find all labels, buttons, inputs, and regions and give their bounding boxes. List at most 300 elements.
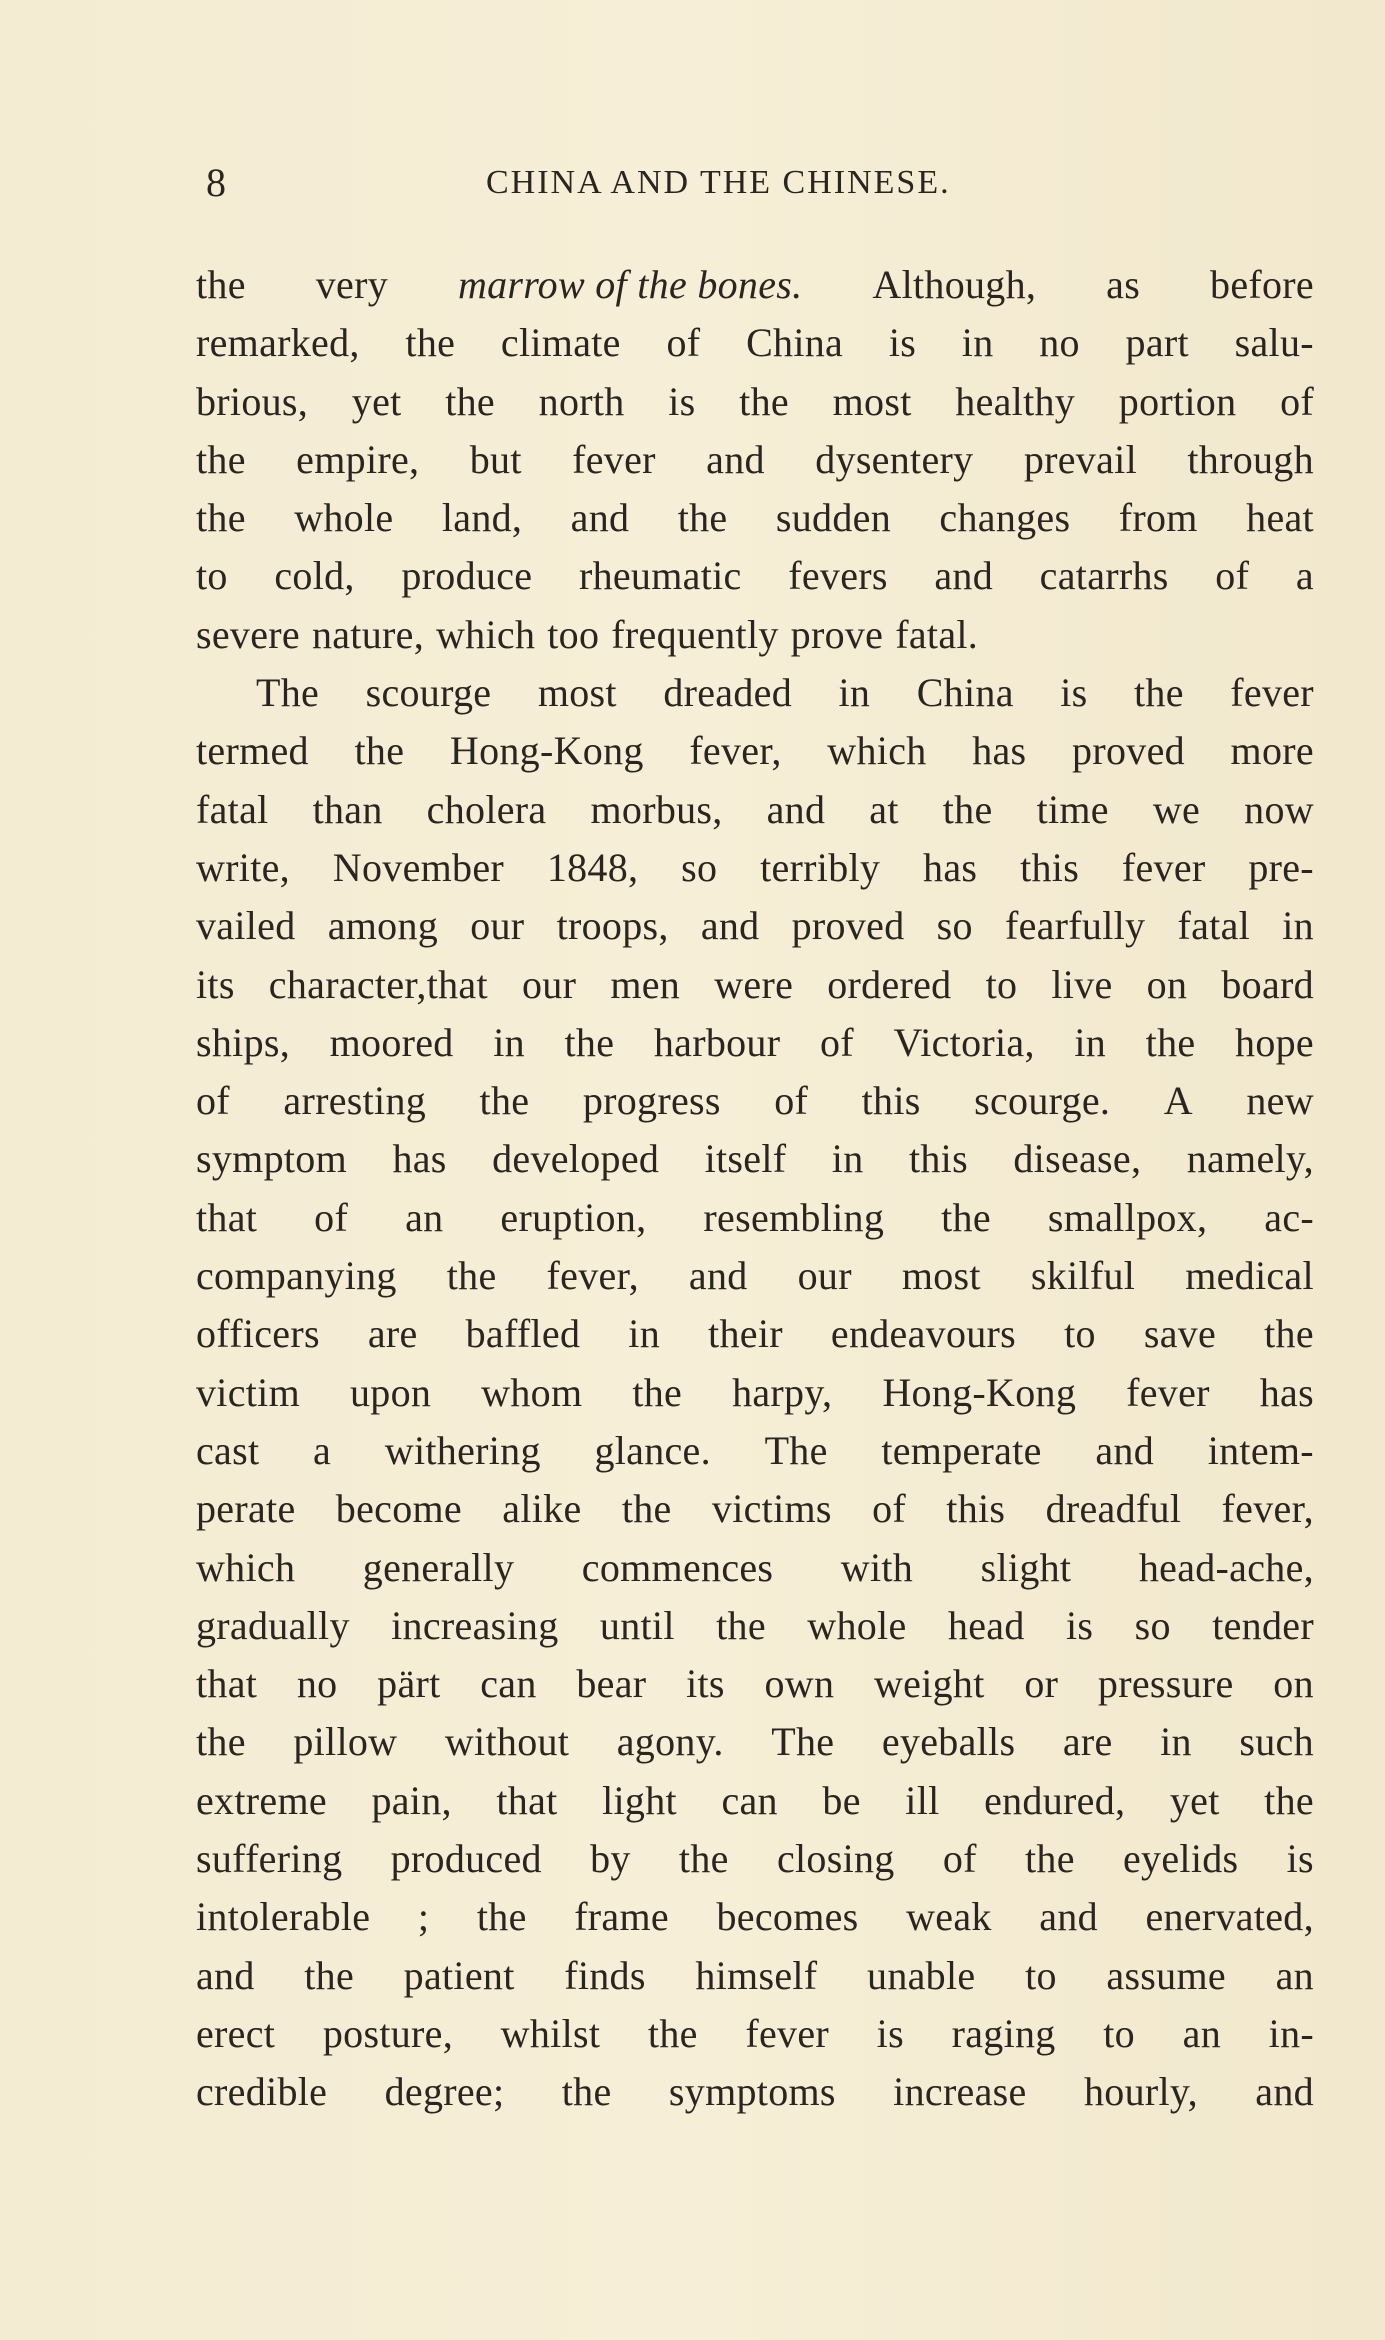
word: but	[469, 436, 522, 482]
word: is	[1060, 670, 1088, 716]
word: whilst	[500, 2010, 601, 2056]
word: ;	[417, 1894, 430, 1940]
word: this	[908, 1136, 968, 1182]
word: whole	[294, 495, 394, 541]
word: baffled	[465, 1311, 581, 1357]
word: is	[888, 320, 917, 366]
word: which	[196, 1544, 296, 1590]
word: the	[561, 2069, 612, 2115]
word: heat	[1246, 495, 1314, 541]
word: write,	[196, 844, 290, 890]
word: degree;	[384, 2069, 505, 2115]
word: to	[1103, 2010, 1135, 2056]
word: an	[405, 1194, 444, 1240]
word: the	[716, 1602, 766, 1648]
word: whole	[807, 1602, 907, 1648]
text-line	[196, 373, 1314, 431]
word: fever	[1121, 844, 1206, 890]
word: in	[961, 320, 994, 366]
body-text	[196, 256, 1314, 2122]
word: fatal	[1177, 903, 1251, 949]
text-line	[196, 722, 1314, 780]
word: healthy	[955, 378, 1076, 424]
word: are	[1062, 1719, 1113, 1765]
word: tender	[1212, 1602, 1314, 1648]
word: to	[1025, 1952, 1057, 1998]
word: most	[832, 378, 912, 424]
word: too	[547, 611, 600, 657]
word: is	[876, 2010, 904, 2056]
word: medical	[1185, 1253, 1314, 1299]
word: until	[599, 1602, 675, 1648]
word: pain,	[371, 1777, 452, 1823]
word: an	[1182, 2010, 1221, 2056]
word: to	[985, 961, 1018, 1007]
word: the	[621, 1486, 672, 1532]
word: cast	[196, 1427, 260, 1473]
word: of	[1280, 378, 1314, 424]
word: cholera	[426, 786, 547, 832]
word: most	[537, 670, 617, 716]
word: dreadful	[1045, 1486, 1182, 1532]
word: the	[564, 1019, 615, 1065]
word: himself	[695, 1952, 818, 1998]
word: of	[872, 1486, 906, 1532]
word: so	[1134, 1602, 1171, 1648]
word: The	[256, 670, 320, 716]
word: brious,	[196, 378, 309, 424]
word: that	[196, 1661, 258, 1707]
text-line	[196, 897, 1314, 955]
word: save	[1143, 1311, 1217, 1357]
word: eyeballs	[881, 1719, 1016, 1765]
word: is	[1066, 1602, 1094, 1648]
word: termed	[196, 728, 309, 774]
word: pressure	[1097, 1661, 1234, 1707]
text-line	[196, 1305, 1314, 1363]
word: catarrhs	[1039, 553, 1169, 599]
word: the	[632, 1369, 683, 1415]
word: changes	[939, 495, 1071, 541]
text-line	[196, 1713, 1314, 1771]
word: the	[1024, 1836, 1075, 1882]
word: finds	[564, 1952, 646, 1998]
text-line	[196, 1422, 1314, 1480]
word: the	[941, 1194, 991, 1240]
text-line	[196, 1947, 1314, 2005]
word: severe	[196, 611, 300, 657]
text-line	[196, 1189, 1314, 1247]
word: without	[444, 1719, 570, 1765]
word: can	[721, 1777, 778, 1823]
word: in	[1160, 1719, 1192, 1765]
word: and	[688, 1253, 748, 1299]
text-line	[196, 1539, 1314, 1597]
word: companying	[196, 1253, 397, 1299]
text-line	[196, 1830, 1314, 1888]
word: most	[901, 1253, 981, 1299]
word: fever	[745, 2010, 830, 2056]
word: such	[1239, 1719, 1314, 1765]
word: yet	[1169, 1777, 1220, 1823]
word: were	[714, 961, 794, 1007]
word: dreaded	[663, 670, 793, 716]
word: The	[771, 1719, 835, 1765]
word: so	[681, 844, 718, 890]
word: weight	[873, 1661, 985, 1707]
word: head-ache,	[1138, 1544, 1314, 1590]
word: terribly	[760, 844, 881, 890]
word: their	[708, 1311, 783, 1357]
word: the	[1264, 1311, 1314, 1357]
word: than	[312, 786, 383, 832]
word: Hong-Kong	[882, 1369, 1077, 1415]
word: the	[1264, 1777, 1314, 1823]
word: agony.	[616, 1719, 724, 1765]
word: of	[774, 1078, 809, 1124]
word: A	[1163, 1078, 1193, 1124]
page-number: 8	[206, 160, 226, 205]
word: our	[522, 961, 577, 1007]
word: has	[923, 844, 978, 890]
word: 1848,	[546, 844, 639, 890]
word: arresting	[283, 1078, 427, 1124]
word: weak	[906, 1894, 992, 1940]
word: own	[764, 1661, 835, 1707]
text-line	[196, 489, 1314, 547]
word: on	[1146, 961, 1188, 1007]
word: north	[538, 378, 625, 424]
word: light	[602, 1777, 677, 1823]
word: endeavours	[830, 1311, 1017, 1357]
italic-phrase: marrow of the bones.	[457, 262, 803, 307]
word: no	[1039, 320, 1080, 366]
running-head: CHINA AND THE CHINESE.	[486, 164, 951, 201]
word: itself	[704, 1136, 787, 1182]
text-line	[196, 1888, 1314, 1946]
word: has	[1259, 1369, 1314, 1415]
word: men	[610, 961, 681, 1007]
word: Victoria,	[893, 1019, 1035, 1065]
word: of	[666, 320, 701, 366]
word: of	[1215, 553, 1250, 599]
word: and	[766, 786, 826, 832]
word: progress	[582, 1078, 721, 1124]
word: namely,	[1186, 1136, 1314, 1182]
text-line	[196, 547, 1314, 605]
text-line	[196, 314, 1314, 372]
word: intem-	[1207, 1427, 1314, 1473]
word: temperate	[881, 1427, 1042, 1473]
word: the	[196, 436, 246, 482]
word: harpy,	[732, 1369, 833, 1415]
word: character,that	[268, 961, 488, 1007]
word: enervated,	[1145, 1894, 1314, 1940]
word: disease,	[1013, 1136, 1142, 1182]
word: its	[196, 961, 235, 1007]
text-line	[196, 2063, 1314, 2121]
word: victim	[196, 1369, 301, 1415]
word: and	[1255, 2069, 1314, 2115]
word: frame	[574, 1894, 669, 1940]
word: closing	[776, 1836, 895, 1882]
word: The	[764, 1427, 828, 1473]
word: ac-	[1264, 1194, 1314, 1240]
word: nature,	[311, 611, 424, 657]
word: can	[480, 1661, 537, 1707]
word: portion	[1118, 378, 1237, 424]
word: vailed	[196, 903, 296, 949]
word: and	[706, 436, 765, 482]
word: prove	[790, 611, 884, 657]
word: slight	[980, 1544, 1072, 1590]
word: generally	[362, 1544, 515, 1590]
word: part	[1125, 320, 1189, 366]
word: the	[647, 2010, 698, 2056]
word: of	[314, 1194, 349, 1240]
word: time	[1036, 786, 1109, 832]
word: fever	[572, 436, 656, 482]
word: in-	[1268, 2010, 1314, 2056]
word: rheumatic	[578, 553, 742, 599]
word: fatal	[196, 786, 269, 832]
word: fever,	[546, 1253, 639, 1299]
word: morbus,	[590, 786, 723, 832]
word: in	[831, 1136, 864, 1182]
word: erect	[196, 2010, 276, 2056]
word: fever,	[689, 728, 782, 774]
word: now	[1244, 786, 1314, 832]
word: raging	[951, 2010, 1056, 2056]
word: by	[590, 1836, 631, 1882]
word: produced	[390, 1836, 542, 1882]
word: before	[1210, 262, 1314, 307]
text-line	[196, 606, 1314, 664]
text-line	[196, 431, 1314, 489]
word: is	[668, 378, 696, 424]
word: has	[392, 1136, 447, 1182]
text-line	[196, 256, 1314, 314]
word: fevers	[788, 553, 888, 599]
word: troops,	[556, 903, 669, 949]
text-line	[196, 664, 1314, 722]
word: the	[476, 1894, 527, 1940]
word: posture,	[322, 2010, 454, 2056]
word: is	[1286, 1836, 1314, 1882]
text-line	[196, 839, 1314, 897]
word: and	[196, 1952, 255, 1998]
text-line	[196, 1364, 1314, 1422]
word: this	[946, 1486, 1006, 1532]
text-line	[196, 1014, 1314, 1072]
word: head	[947, 1602, 1025, 1648]
word: skilful	[1030, 1253, 1136, 1299]
word: the	[1145, 1019, 1196, 1065]
word: ill	[905, 1777, 940, 1823]
word: unable	[867, 1952, 976, 1998]
word: of	[819, 1019, 854, 1065]
word: increasing	[391, 1602, 559, 1648]
word: produce	[401, 553, 533, 599]
word: frequently	[611, 611, 779, 657]
word: to	[196, 553, 228, 599]
word: alike	[502, 1486, 582, 1532]
word: ordered	[827, 961, 952, 1007]
word: to	[1064, 1311, 1096, 1357]
word: salu-	[1234, 320, 1314, 366]
word: fever,	[1221, 1486, 1314, 1532]
word: the	[479, 1078, 530, 1124]
word: has	[972, 728, 1027, 774]
word: which	[827, 728, 927, 774]
text-line	[196, 2005, 1314, 2063]
word: glance.	[594, 1427, 711, 1473]
word: in	[1282, 903, 1314, 949]
word: are	[367, 1311, 418, 1357]
word: the	[677, 495, 728, 541]
word: developed	[492, 1136, 660, 1182]
word: moored	[329, 1019, 454, 1065]
word: becomes	[716, 1894, 859, 1940]
word: withering	[384, 1427, 541, 1473]
text-line	[196, 1072, 1314, 1130]
word: the	[678, 1836, 729, 1882]
word: fever	[1230, 670, 1314, 716]
word: the	[942, 786, 993, 832]
word: climate	[500, 320, 621, 366]
word: dysentery	[815, 436, 974, 482]
word: perate	[196, 1486, 296, 1532]
word: yet	[351, 378, 402, 424]
word: the	[196, 1719, 246, 1765]
word: and	[570, 495, 630, 541]
word: scourge.	[974, 1078, 1111, 1124]
word: ships,	[196, 1019, 291, 1065]
word: no	[296, 1661, 338, 1707]
word: symptoms	[668, 2069, 836, 2115]
word: with	[840, 1544, 914, 1590]
word: more	[1230, 728, 1314, 774]
word: fever	[1126, 1369, 1210, 1415]
word: commences	[581, 1544, 774, 1590]
word: so	[936, 903, 973, 949]
word: endured,	[984, 1777, 1126, 1823]
word: intolerable	[196, 1894, 371, 1940]
word: and	[700, 903, 760, 949]
word: that	[196, 1194, 258, 1240]
word: or	[1024, 1661, 1059, 1707]
word: upon	[349, 1369, 432, 1415]
word: extreme	[196, 1777, 327, 1823]
text-line	[196, 1130, 1314, 1188]
word: that	[496, 1777, 558, 1823]
word: November	[332, 844, 505, 890]
word: smallpox,	[1047, 1194, 1208, 1240]
word: pillow	[293, 1719, 398, 1765]
word: bear	[576, 1661, 647, 1707]
word: live	[1051, 961, 1113, 1007]
word: the	[445, 378, 495, 424]
text-line	[196, 956, 1314, 1014]
text-line	[196, 1597, 1314, 1655]
word: sudden	[775, 495, 892, 541]
word: in	[628, 1311, 661, 1357]
word: and	[1095, 1427, 1155, 1473]
word: a	[313, 1427, 332, 1473]
word: from	[1118, 495, 1198, 541]
word: and	[934, 553, 994, 599]
word: symptom	[196, 1136, 348, 1182]
word: China	[916, 670, 1014, 716]
word: hourly,	[1083, 2069, 1198, 2115]
word: board	[1221, 961, 1314, 1007]
word: in	[493, 1019, 525, 1065]
word: empire,	[296, 436, 420, 482]
word: pärt	[377, 1661, 441, 1707]
word: among	[327, 903, 439, 949]
word: scourge	[365, 670, 492, 716]
word: land,	[441, 495, 523, 541]
word: patient	[403, 1952, 515, 1998]
word: resembling	[703, 1194, 885, 1240]
word: of	[942, 1836, 977, 1882]
word: become	[335, 1486, 462, 1532]
word: fatal.	[895, 611, 979, 657]
word: the	[739, 378, 789, 424]
text-line	[196, 1247, 1314, 1305]
word: be	[822, 1777, 861, 1823]
word: at	[869, 786, 899, 832]
text-line	[196, 1772, 1314, 1830]
word: our	[797, 1253, 852, 1299]
word: proved	[791, 903, 905, 949]
word: an	[1275, 1952, 1314, 1998]
word: pre-	[1248, 844, 1314, 890]
word: harbour	[653, 1019, 781, 1065]
word: very	[315, 262, 388, 307]
word: officers	[196, 1311, 320, 1357]
word: the	[304, 1952, 355, 1998]
word: of	[196, 1078, 230, 1124]
word: Although,	[872, 262, 1037, 307]
page-header	[196, 158, 1156, 208]
word: the	[354, 728, 405, 774]
word: this	[861, 1078, 921, 1124]
word: China	[746, 320, 844, 366]
word: in	[838, 670, 871, 716]
word: this	[1020, 844, 1080, 890]
word: increase	[893, 2069, 1027, 2115]
word: assume	[1106, 1952, 1226, 1998]
word: the	[405, 320, 456, 366]
word: eyelids	[1123, 1836, 1239, 1882]
word: which	[436, 611, 536, 657]
word: fearfully	[1004, 903, 1146, 949]
text-line	[196, 781, 1314, 839]
word: the	[1134, 670, 1184, 716]
word: hope	[1235, 1019, 1314, 1065]
word: gradually	[196, 1602, 350, 1648]
word: suffering	[196, 1836, 343, 1882]
word: through	[1187, 436, 1314, 482]
word: as	[1106, 262, 1141, 307]
text-line	[196, 1655, 1314, 1713]
word: prevail	[1023, 436, 1137, 482]
word: the	[196, 262, 246, 307]
word: remarked,	[196, 320, 360, 366]
word: our	[470, 903, 525, 949]
word: the	[196, 495, 246, 541]
